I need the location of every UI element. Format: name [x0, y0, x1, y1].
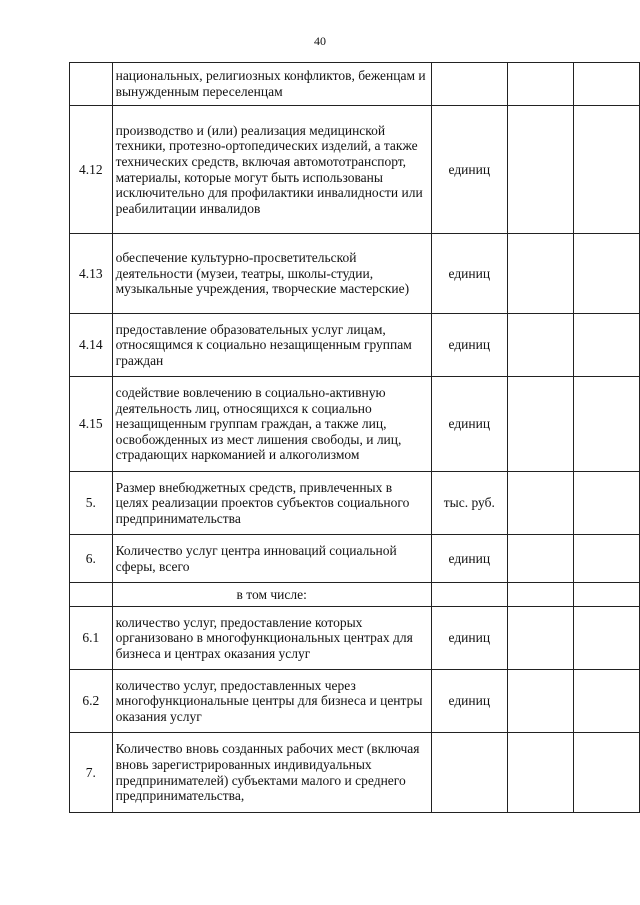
row-number: 4.13: [70, 234, 113, 314]
row-value-cell: [507, 583, 573, 607]
row-description: содействие вовлечению в социально-активную деятельность лиц, относящихся к социально незащищенным группам граждан, а также лиц, освобожденных из мест лишения свободы, и лиц, страдающих наркоманией и алкоголизмом: [112, 377, 431, 472]
row-value-cell: [573, 314, 639, 377]
row-unit: единиц: [431, 234, 507, 314]
row-number: 5.: [70, 472, 113, 535]
row-value-cell: [573, 234, 639, 314]
row-value-cell: [573, 607, 639, 670]
row-unit: [431, 733, 507, 813]
row-number: 7.: [70, 733, 113, 813]
row-description: обеспечение культурно-просветительской деятельности (музеи, театры, школы-студии, музыкальные учреждения, творческие мастерские): [112, 234, 431, 314]
table-row: [70, 733, 640, 813]
row-unit: единиц: [431, 106, 507, 234]
page-number: 40: [314, 34, 326, 48]
table-row: [70, 377, 640, 472]
row-value-cell: [507, 63, 573, 106]
row-unit: единиц: [431, 607, 507, 670]
row-unit: [431, 583, 507, 607]
table-row: [70, 106, 640, 234]
row-unit: единиц: [431, 377, 507, 472]
row-unit: единиц: [431, 670, 507, 733]
row-value-cell: [507, 535, 573, 583]
row-value-cell: [507, 377, 573, 472]
row-value-cell: [573, 583, 639, 607]
row-description: Количество вновь созданных рабочих мест (включая вновь зарегистрированных индивидуальных предпринимателей) субъектами малого и среднего предпринимательства,: [112, 733, 431, 813]
table-row: [70, 607, 640, 670]
row-value-cell: [507, 670, 573, 733]
row-number: 4.15: [70, 377, 113, 472]
row-unit: [431, 63, 507, 106]
row-number: [70, 583, 113, 607]
row-number: 4.14: [70, 314, 113, 377]
row-unit: тыс. руб.: [431, 472, 507, 535]
row-number: 6.: [70, 535, 113, 583]
row-number: 6.2: [70, 670, 113, 733]
table-row: [70, 670, 640, 733]
row-description: предоставление образовательных услуг лицам, относящимся к социально незащищенным группам граждан: [112, 314, 431, 377]
row-unit: единиц: [431, 314, 507, 377]
row-value-cell: [573, 535, 639, 583]
row-value-cell: [573, 63, 639, 106]
row-unit: единиц: [431, 535, 507, 583]
table-row: [70, 234, 640, 314]
row-number: [70, 63, 113, 106]
row-description: в том числе:: [112, 583, 431, 607]
row-value-cell: [507, 733, 573, 813]
row-number: 6.1: [70, 607, 113, 670]
row-description: национальных, религиозных конфликтов, беженцам и вынужденным переселенцам: [112, 63, 431, 106]
table-row: [70, 583, 640, 607]
row-value-cell: [573, 670, 639, 733]
row-number: 4.12: [70, 106, 113, 234]
row-description: производство и (или) реализация медицинской техники, протезно-ортопедических изделий, а также технических средств, включая автомототранспорт, материалы, которые могут быть использованы исключительно для профилактики инвалидности или реабилитации инвалидов: [112, 106, 431, 234]
row-description: количество услуг, предоставление которых организовано в многофункциональных центрах для бизнеса и центрах оказания услуг: [112, 607, 431, 670]
table-row: [70, 314, 640, 377]
row-value-cell: [573, 733, 639, 813]
table-row: [70, 63, 640, 106]
indicators-table: [69, 62, 640, 813]
row-value-cell: [507, 314, 573, 377]
table-row: [70, 472, 640, 535]
row-value-cell: [507, 472, 573, 535]
row-value-cell: [573, 377, 639, 472]
row-value-cell: [507, 106, 573, 234]
row-description: количество услуг, предоставленных через многофункциональные центры для бизнеса и центры оказания услуг: [112, 670, 431, 733]
row-value-cell: [573, 106, 639, 234]
row-value-cell: [573, 472, 639, 535]
row-description: Размер внебюджетных средств, привлеченных в целях реализации проектов субъектов социального предпринимательства: [112, 472, 431, 535]
row-value-cell: [507, 234, 573, 314]
row-value-cell: [507, 607, 573, 670]
row-description: Количество услуг центра инноваций социальной сферы, всего: [112, 535, 431, 583]
table-row: [70, 535, 640, 583]
